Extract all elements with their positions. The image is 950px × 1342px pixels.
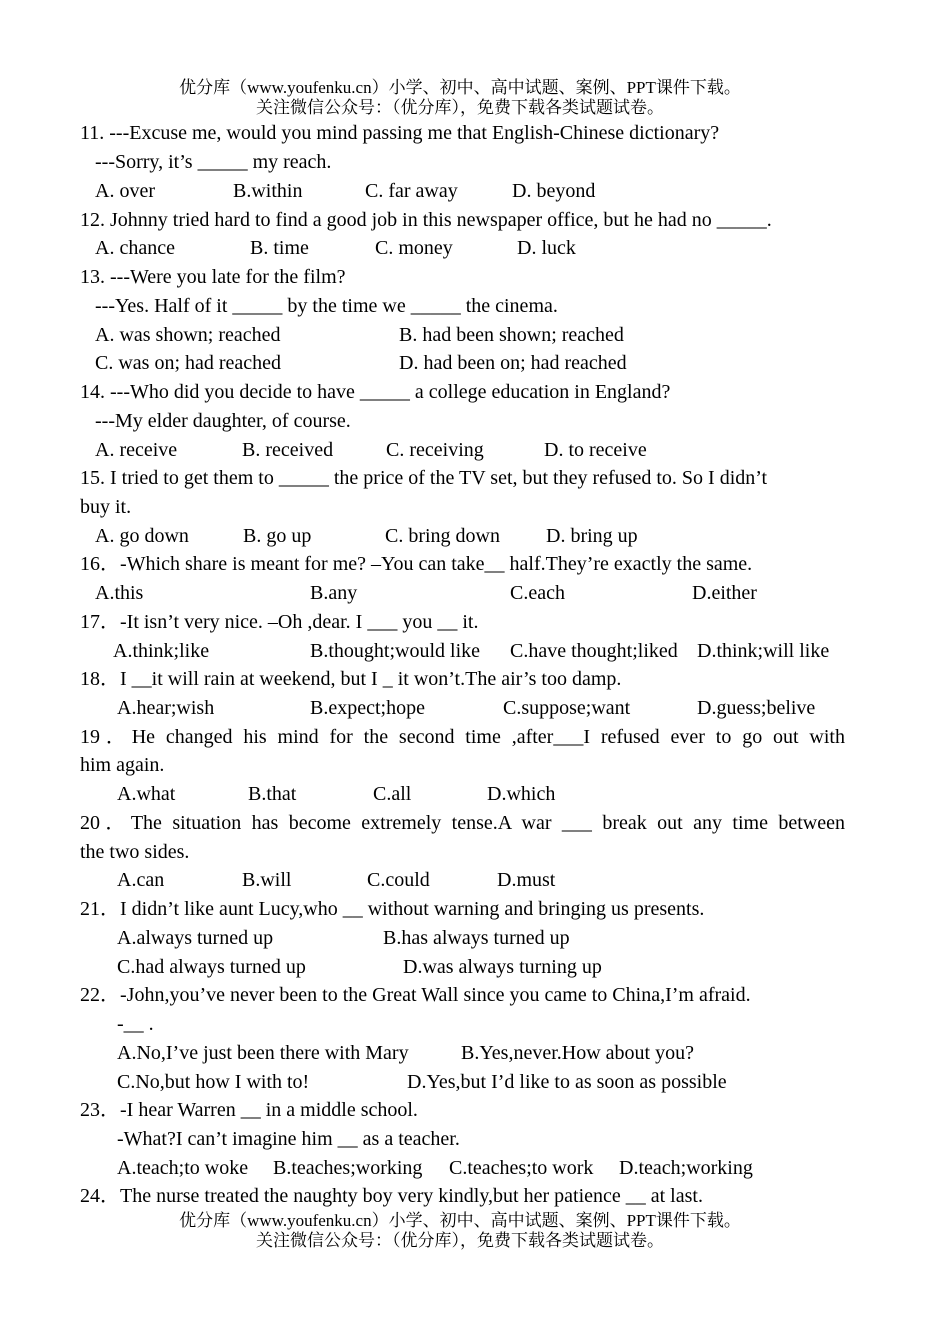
q15-stem-1: 15. I tried to get them to _____ the price of the TV set, but they refused to. So I didn’t (80, 467, 768, 489)
q16-option-c: C.each (510, 582, 565, 604)
q14-option-c: C. receiving (386, 439, 484, 461)
header-line-1: 优分库（www.youfenku.cn）小学、初中、高中试题、案例、PPT课件下载。 (179, 78, 741, 97)
q19-option-a: A.what (117, 783, 176, 805)
q16-option-b: B.any (310, 582, 358, 604)
q15-option-a: A. go down (95, 525, 189, 547)
q16-option-d: D.either (692, 582, 757, 604)
q11-option-b: B.within (233, 180, 303, 202)
q12-option-a: A. chance (95, 237, 175, 259)
q13-option-a: A. was shown; reached (95, 324, 281, 346)
q23-option-c: C.teaches;to work (449, 1157, 594, 1179)
q14-stem-1: 14. ---Who did you decide to have _____ a college education in England? (80, 381, 671, 403)
q21-option-a: A.always turned up (117, 927, 274, 949)
q17-option-a: A.think;like (113, 640, 210, 662)
q14-option-d: D. to receive (544, 439, 647, 461)
footer-line-1: 优分库（www.youfenku.cn）小学、初中、高中试题、案例、PPT课件下载。 (179, 1211, 741, 1230)
q17-option-c: C.have thought;liked (510, 640, 678, 662)
q20-option-b: B.will (242, 869, 292, 891)
q22-stem-2: -__ . (117, 1013, 154, 1035)
q18-stem-1: 18．I __it will rain at weekend, but I _ it won’t.The air’s too damp. (80, 668, 622, 690)
q19-option-c: C.all (373, 783, 412, 805)
q20-stem-1: 20．The situation has become extremely tense.A war ___ break out any time between (80, 812, 845, 834)
q20-option-c: C.could (367, 869, 430, 891)
q11-stem-1: 11. ---Excuse me, would you mind passing me that English-Chinese dictionary? (80, 122, 720, 144)
q13-option-b: B. had been shown; reached (399, 324, 624, 346)
q13-stem-2: ---Yes. Half of it _____ by the time we _____ the cinema. (95, 295, 558, 317)
q15-option-c: C. bring down (385, 525, 500, 547)
q17-option-b: B.thought;would like (310, 640, 480, 662)
q22-option-d: D.Yes,but I’d like to as soon as possible (407, 1071, 727, 1093)
q17-stem-1: 17．-It isn’t very nice. –Oh ,dear. I ___ you __ it. (80, 611, 479, 633)
q21-option-c: C.had always turned up (117, 956, 306, 978)
footer-line-2: 关注微信公众号：（优分库），免费下载各类试题试卷。 (256, 1231, 664, 1250)
q12-option-d: D. luck (517, 237, 576, 259)
q22-option-c: C.No,but how I with to! (117, 1071, 310, 1093)
q14-option-b: B. received (242, 439, 334, 461)
q13-option-d: D. had been on; had reached (399, 352, 627, 374)
q19-stem-1: 19．He changed his mind for the second time ,after___I refused ever to go out with (80, 726, 845, 748)
q23-option-d: D.teach;working (619, 1157, 753, 1179)
q14-stem-2: ---My elder daughter, of course. (95, 410, 351, 432)
q19-stem-2: him again. (80, 754, 165, 776)
q13-stem-1: 13. ---Were you late for the film? (80, 266, 346, 288)
q20-option-a: A.can (117, 869, 165, 891)
q21-stem-1: 21．I didn’t like aunt Lucy,who __ without warning and bringing us presents. (80, 898, 705, 920)
q15-stem-2: buy it. (80, 496, 132, 518)
q18-option-a: A.hear;wish (117, 697, 215, 719)
q23-stem-2: -What?I can’t imagine him __ as a teacher. (117, 1128, 460, 1150)
q12-stem-1: 12. Johnny tried hard to find a good job in this newspaper office, but he had no _____. (80, 209, 772, 231)
q21-option-b: B.has always turned up (383, 927, 570, 949)
q11-option-a: A. over (95, 180, 155, 202)
q22-option-b: B.Yes,never.How about you? (461, 1042, 694, 1064)
q18-option-b: B.expect;hope (310, 697, 425, 719)
q17-option-d: D.think;will like (697, 640, 830, 662)
q11-stem-2: ---Sorry, it’s _____ my reach. (95, 151, 332, 173)
q13-option-c: C. was on; had reached (95, 352, 282, 374)
q23-stem-1: 23．-I hear Warren __ in a middle school. (80, 1099, 418, 1121)
q24-stem-1: 24．The nurse treated the naughty boy very kindly,but her patience __ at last. (80, 1185, 703, 1207)
q16-stem-1: 16．-Which share is meant for me? –You can take__ half.They’re exactly the same. (80, 553, 753, 575)
q16-option-a: A.this (95, 582, 144, 604)
q14-option-a: A. receive (95, 439, 178, 461)
q11-option-d: D. beyond (512, 180, 596, 202)
q11-option-c: C. far away (365, 180, 458, 202)
q22-option-a: A.No,I’ve just been there with Mary (117, 1042, 409, 1064)
q21-option-d: D.was always turning up (403, 956, 602, 978)
q23-option-b: B.teaches;working (273, 1157, 423, 1179)
q18-option-c: C.suppose;want (503, 697, 631, 719)
q20-stem-2: the two sides. (80, 841, 190, 863)
q18-option-d: D.guess;belive (697, 697, 816, 719)
q15-option-b: B. go up (243, 525, 312, 547)
q12-option-b: B. time (250, 237, 309, 259)
q15-option-d: D. bring up (546, 525, 638, 547)
q12-option-c: C. money (375, 237, 453, 259)
q19-option-b: B.that (248, 783, 297, 805)
q23-option-a: A.teach;to woke (117, 1157, 249, 1179)
q20-option-d: D.must (497, 869, 556, 891)
q22-stem-1: 22．-John,you’ve never been to the Great Wall since you came to China,I’m afraid. (80, 984, 751, 1006)
header-line-2: 关注微信公众号：（优分库），免费下载各类试题试卷。 (256, 98, 664, 117)
q19-option-d: D.which (487, 783, 556, 805)
